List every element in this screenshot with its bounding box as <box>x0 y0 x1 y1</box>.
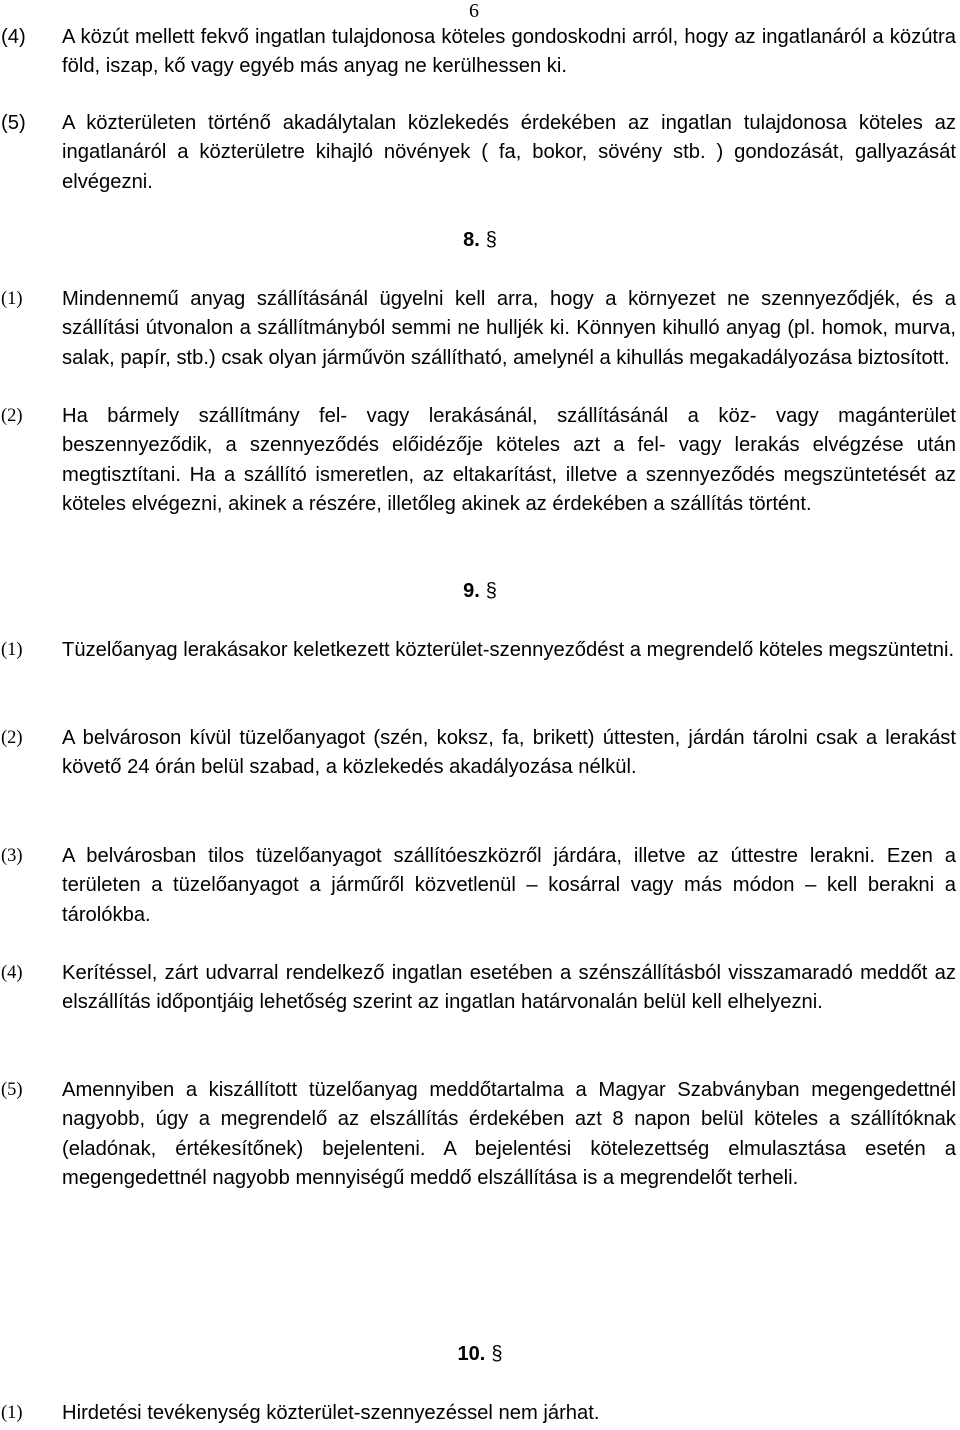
paragraph-text: Amennyiben a kiszállított tüzelőanyag meddőtartalma a Magyar Szabványban megengedettnél nagyobb, úgy a megrendelő az elszállítás érdekében azt 8 napon belül köteles a szállítóknak (eladónak, értékesítőnek) bejelenteni. A bejelentési kötelezettség elmulasztása esetén a megengedettnél nagyobb mennyiségű meddő elszállítása is a megrendelőt terheli. <box>62 1079 956 1190</box>
paragraph-number: (2) <box>1 406 23 426</box>
section-10-paragraph-1 <box>0 1399 956 1428</box>
section-9-paragraph-4 <box>0 959 956 1018</box>
paragraph-number: (1) <box>1 289 23 309</box>
paragraph-4 <box>0 23 956 82</box>
section-number: 10. <box>457 1343 486 1365</box>
paragraph-text: A közterületen történő akadálytalan közlekedés érdekében az ingatlan tulajdonosa köteles az ingatlanáról a közterületre kihajló növények ( fa, bokor, sövény stb. ) gondozását, gallyazását elvégezni. <box>62 112 956 193</box>
paragraph-text: Mindennemű anyag szállításánál ügyelni kell arra, hogy a környezet ne szennyeződjék, és a szállítási útvonalon a szállítmányból semmi ne hulljék ki. Könnyen kihulló anyag (pl. homok, murva, salak, papír, stb.) csak olyan járművön szállítható, amelynél a kihullás megakadályozása biztosított. <box>62 288 956 369</box>
section-9-paragraph-2 <box>0 724 956 783</box>
paragraph-text: A közút mellett fekvő ingatlan tulajdonosa köteles gondoskodni arról, hogy az ingatlanáról a közútra föld, iszap, kő vagy egyéb más anyag ne kerülhessen ki. <box>62 26 956 78</box>
section-9-paragraph-3 <box>0 842 956 930</box>
section-9-paragraph-5 <box>0 1076 956 1194</box>
page-number: 6 <box>469 0 479 22</box>
section-sign: § <box>485 580 497 602</box>
paragraph-number: (4) <box>1 963 23 983</box>
section-8-paragraph-2 <box>0 402 956 520</box>
paragraph-text: Hirdetési tevékenység közterület-szennyezéssel nem járhat. <box>62 1402 600 1424</box>
section-heading-8 <box>0 229 960 252</box>
paragraph-5 <box>0 109 956 197</box>
paragraph-text: Ha bármely szállítmány fel- vagy lerakásánál, szállításánál a köz- vagy magánterület beszennyeződik, a szennyeződés előidézője köteles azt a fel- vagy lerakás elvégzése után megtisztítani. Ha a szállító ismeretlen, az eltakarítást, illetve a szennyeződés megszüntetését az köteles elvégezni, akinek a részére, illetőleg akinek az érdekében a szállítás történt. <box>62 405 956 516</box>
paragraph-text: A belvárosban tilos tüzelőanyagot szállítóeszközről járdára, illetve az úttestre lerakni. Ezen a területen a tüzelőanyagot a járműről közvetlenül – kosárral vagy más módon – kell berakni a tárolókba. <box>62 845 956 926</box>
paragraph-text: Tüzelőanyag lerakásakor keletkezett közterület-szennyeződést a megrendelő köteles megszüntetni. <box>62 639 955 661</box>
paragraph-number: (2) <box>1 728 23 748</box>
section-number: 8. <box>463 229 480 251</box>
paragraph-number: (1) <box>1 640 23 660</box>
paragraph-text: Kerítéssel, zárt udvarral rendelkező ingatlan esetében a szénszállításból visszamaradó meddőt az elszállítás időpontjáig lehetőség szerint az ingatlan határvonalán belül kell elhelyezni. <box>62 962 956 1014</box>
paragraph-number: (5) <box>1 112 26 134</box>
section-heading-9 <box>0 580 960 603</box>
section-heading-10 <box>0 1343 960 1366</box>
paragraph-number: (1) <box>1 1403 23 1423</box>
section-sign: § <box>491 1343 503 1365</box>
paragraph-text: A belvároson kívül tüzelőanyagot (szén, koksz, fa, brikett) úttesten, járdán tárolni csak a lerakást követő 24 órán belül szabad, a közlekedés akadályozása nélkül. <box>62 727 956 779</box>
section-sign: § <box>485 229 497 251</box>
section-number: 9. <box>463 580 480 602</box>
paragraph-number: (5) <box>1 1080 23 1100</box>
section-9-paragraph-1 <box>0 636 956 665</box>
section-8-paragraph-1 <box>0 285 956 373</box>
paragraph-number: (4) <box>1 26 26 48</box>
paragraph-number: (3) <box>1 846 23 866</box>
